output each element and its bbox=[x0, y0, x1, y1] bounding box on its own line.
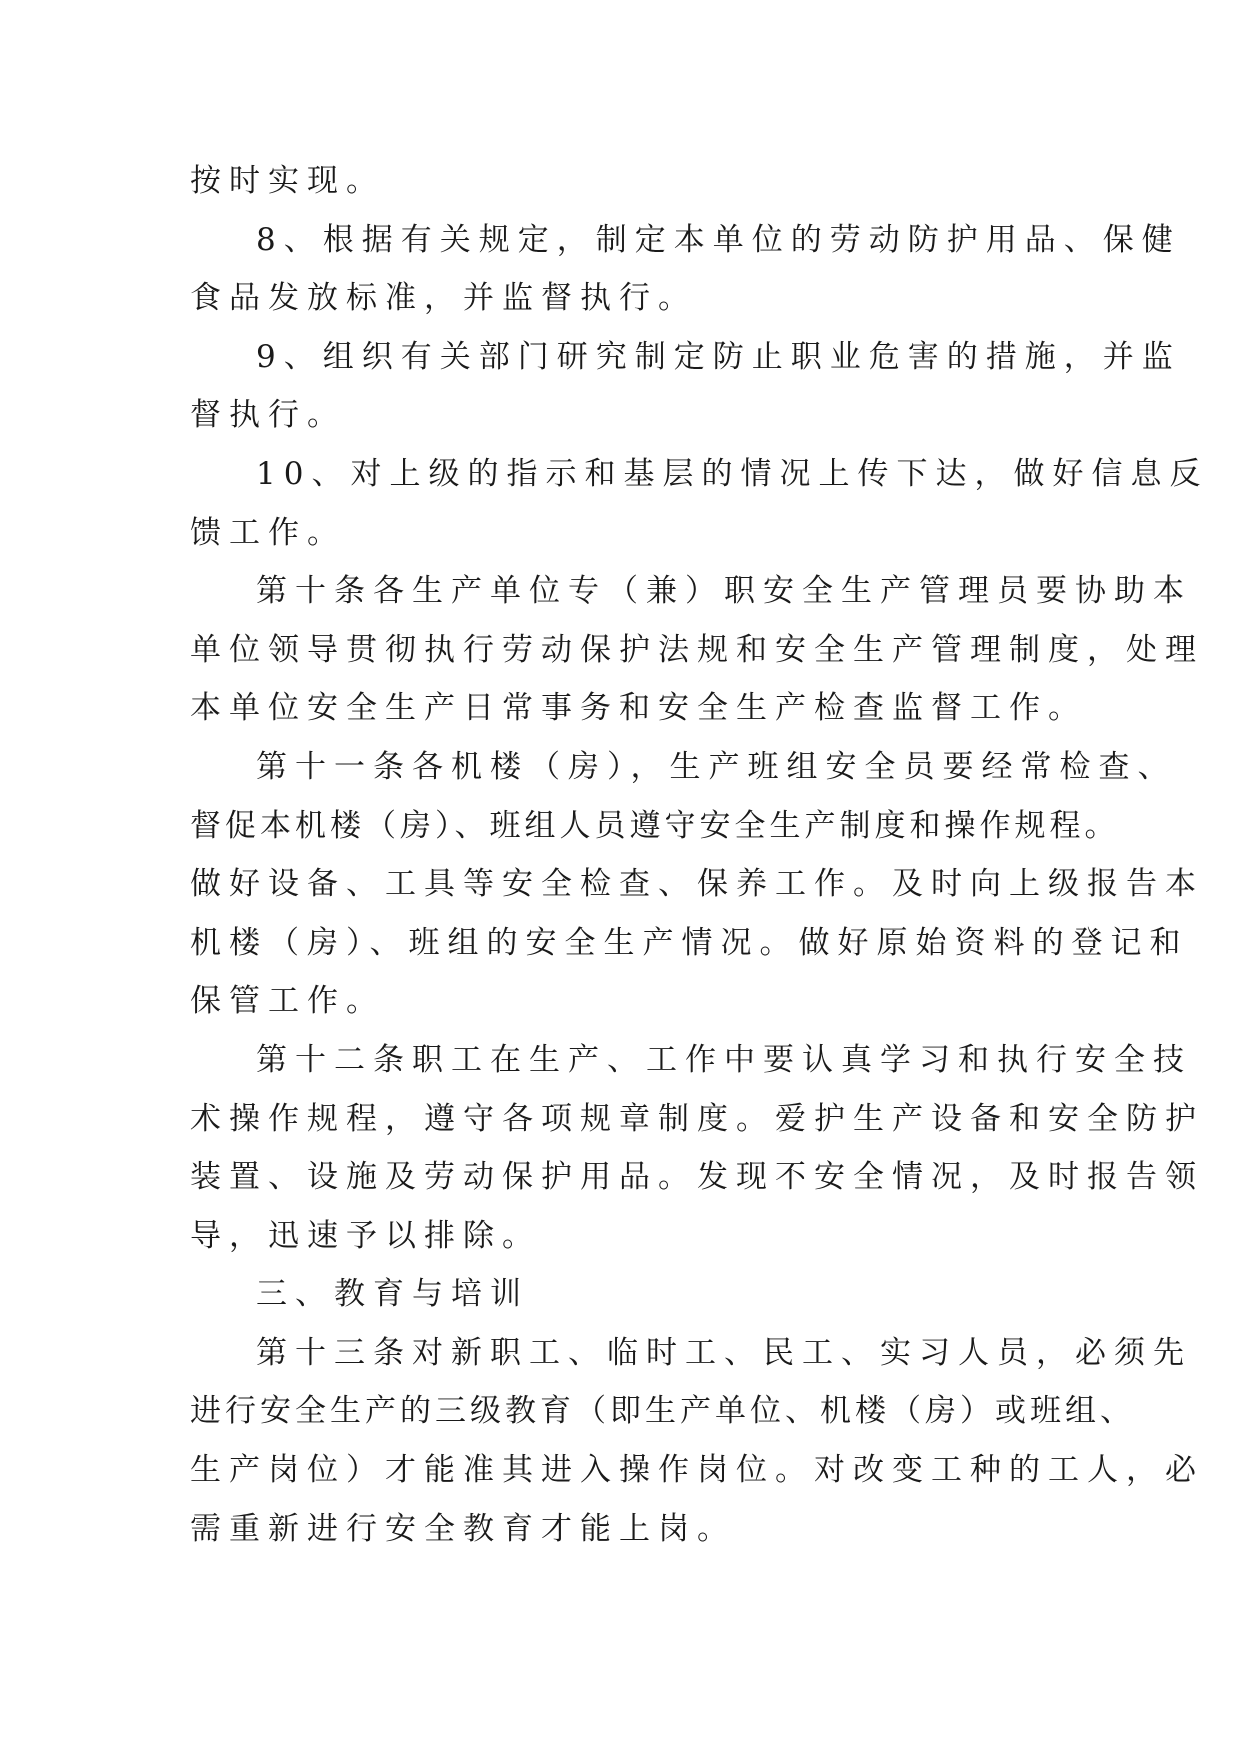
text-line: 单位领导贯彻执行劳动保护法规和安全生产管理制度，处理 bbox=[190, 631, 1204, 668]
text-line: 需重新进行安全教育才能上岗。 bbox=[190, 1510, 736, 1547]
text-line: 第十三条对新职工、临时工、民工、实习人员，必须先 bbox=[256, 1334, 1192, 1371]
text-line: 第十条各生产单位专（兼）职安全生产管理员要协助本 bbox=[256, 573, 1192, 610]
text-line: 9、组织有关部门研究制定防止职业危害的措施，并监 bbox=[256, 338, 1181, 375]
text-line: 馈工作。 bbox=[190, 514, 346, 551]
text-line: 本单位安全生产日常事务和安全生产检查监督工作。 bbox=[190, 690, 1087, 727]
text-line: 装置、设施及劳动保护用品。发现不安全情况，及时报告领 bbox=[190, 1159, 1204, 1196]
text-line: 术操作规程，遵守各项规章制度。爱护生产设备和安全防护 bbox=[190, 1100, 1204, 1137]
text-line: 第十一条各机楼（房），生产班组安全员要经常检查、 bbox=[256, 748, 1177, 785]
text-line: 保管工作。 bbox=[190, 983, 385, 1020]
document-body bbox=[190, 152, 1209, 1558]
text-line: 食品发放标准，并监督执行。 bbox=[190, 280, 697, 317]
text-line: 做好设备、工具等安全检查、保养工作。及时向上级报告本 bbox=[190, 866, 1204, 903]
text-line: 督促本机楼（房）、班组人员遵守安全生产制度和操作规程。 bbox=[190, 807, 1120, 844]
text-line: 生产岗位）才能准其进入操作岗位。对改变工种的工人，必 bbox=[190, 1452, 1204, 1489]
text-line: 进行安全生产的三级教育（即生产单位、机楼（房）或班组、 bbox=[190, 1393, 1135, 1430]
section-heading: 三、教育与培训 bbox=[256, 1276, 529, 1313]
text-line: 机楼（房）、班组的安全生产情况。做好原始资料的登记和 bbox=[190, 924, 1189, 961]
text-line: 导，迅速予以排除。 bbox=[190, 1217, 541, 1254]
text-line: 10、对上级的指示和基层的情况上传下达，做好信息反 bbox=[256, 455, 1209, 492]
text-line: 第十二条职工在生产、工作中要认真学习和执行安全技 bbox=[256, 1041, 1192, 1078]
text-line: 8、根据有关规定，制定本单位的劳动防护用品、保健 bbox=[256, 221, 1181, 258]
text-line: 督执行。 bbox=[190, 397, 346, 434]
text-line: 按时实现。 bbox=[190, 163, 385, 199]
